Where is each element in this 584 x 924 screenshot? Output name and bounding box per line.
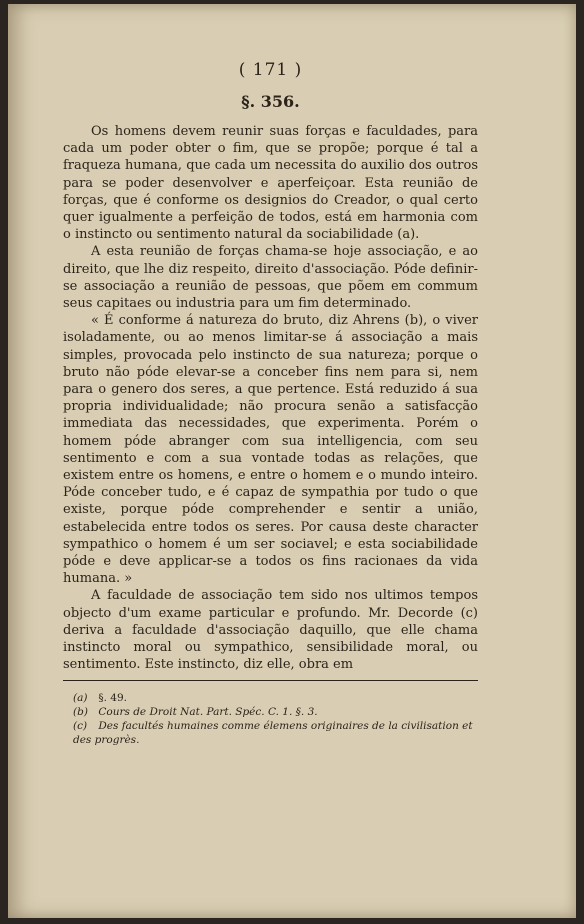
paragraph-2: A esta reunião de forças chama-se hoje associação, e ao direito, que lhe diz respeito, direito d'associação. Póde definir-se associação a reunião de pessoas, que põem em commum seus capitaes ou industria para um fim determinado. (63, 244, 478, 312)
footnote-c (63, 719, 478, 747)
footnote-divider (63, 680, 478, 681)
footnote-b (63, 705, 478, 719)
text-block (63, 54, 478, 747)
footnote-mark: (c) (73, 719, 88, 732)
paragraph-3: « É conforme á natureza do bruto, diz Ahrens (b), o viver isoladamente, ou ao menos limitar-se á associação a mais simples, provocada pelo instincto de sua natureza; porque o bruto não póde elevar-se a conceber fins nem para si, nem para o genero dos seres, a que pertence. Está reduzido á sua propria individualidade; não procura senão a satisfacção immediata das necessidades, que experimenta. Porém o homem póde abranger com sua intelligencia, com seu sentimento e com a sua vontade todas as relações, que existem entre os homens, e entre o homem e o mundo inteiro. Póde conceber tudo, e é capaz de sympathia por tudo o que existe, porque póde comprehender e sentir a união, estabelecida entre todos os seres. Por causa deste character sympathico o homem é um ser sociavel; e esta sociabilidade póde e deve applicar-se a todos os fins racionaes da vida humana. » (63, 313, 478, 587)
book-page (8, 4, 576, 918)
paragraph-4: A faculdade de associação tem sido nos ultimos tempos objecto d'um exame particular e profundo. Mr. Decorde (c) deriva a faculdade d'associação daquillo, que elle chama instincto moral ou sympathico, sensibilidade moral, ou sentimento. Este instincto, diz elle, obra em (63, 588, 478, 673)
section-heading: §. 356. (241, 92, 300, 111)
page-number: ( 171 ) (238, 60, 303, 80)
footnote-mark: (a) (73, 691, 88, 704)
paragraph-1: Os homens devem reunir suas forças e faculdades, para cada um poder obter o fim, que se propõe; porque é tal a fraqueza humana, que cada um necessita do auxilio dos outros para se poder desenvolver e aperfeiçoar. Esta reunião de forças, que é conforme os designios do Creador, o qual certo quer igualmente a perfeição de todos, está em harmonia com o instincto ou sentimento natural da sociabilidade (a). (63, 124, 478, 243)
footnote-a (63, 691, 478, 705)
footnote-mark: (b) (73, 705, 88, 718)
footnote-text: Des facultés humaines comme élemens originaires de la civilisation et des progrès. (73, 719, 473, 746)
footnote-text: Cours de Droit Nat. Part. Spéc. C. 1. §. 3. (98, 705, 318, 718)
footnote-text: §. 49. (98, 691, 127, 704)
